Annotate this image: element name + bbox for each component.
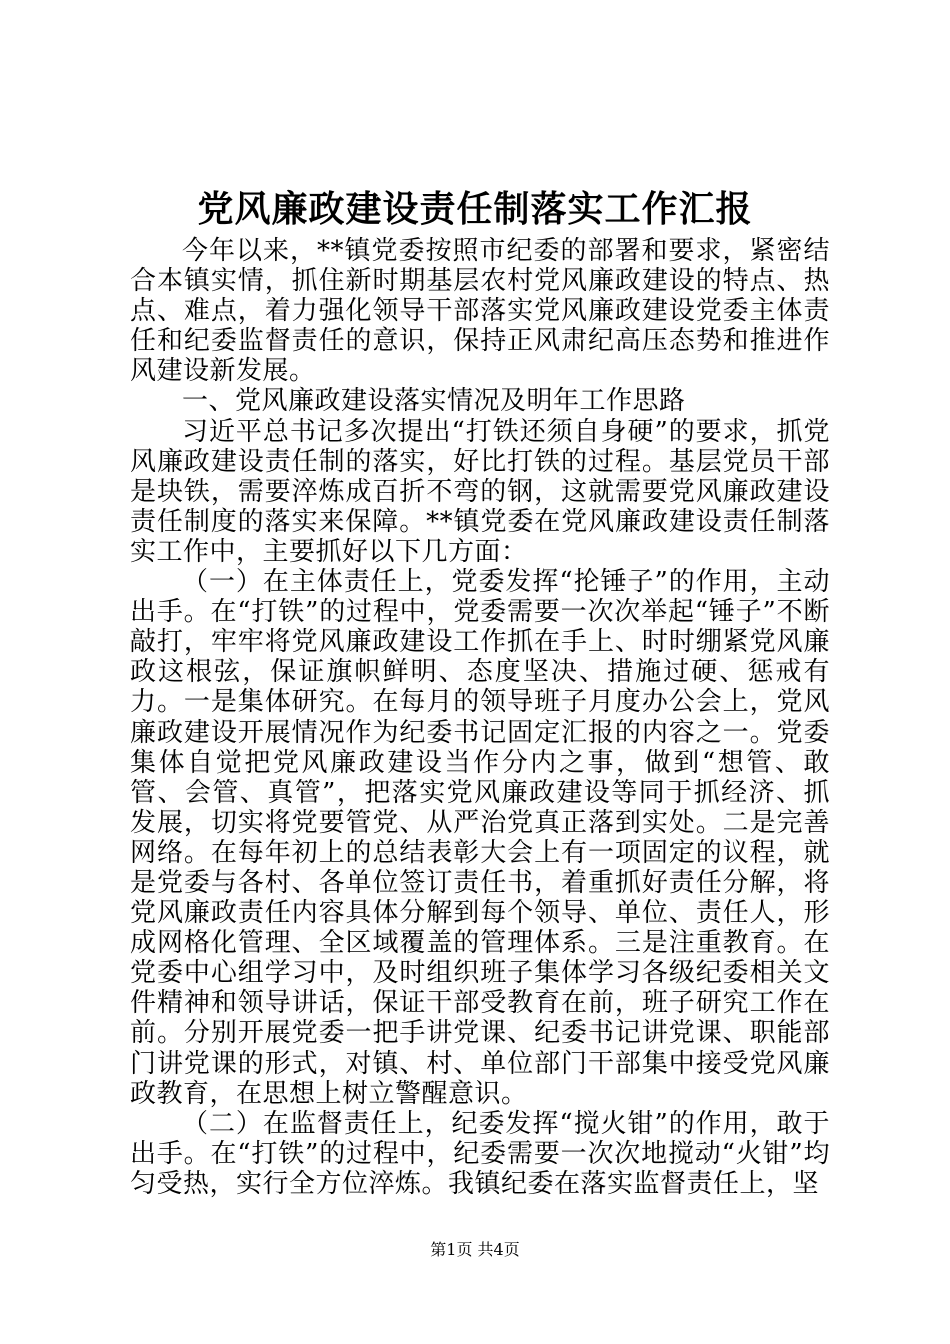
- page-footer: 第1页 共4页: [430, 1240, 520, 1259]
- section-heading: 一、党风廉政建设落实情况及明年工作思路: [182, 386, 686, 417]
- paragraph-background: 习近平总书记多次提出“打铁还须自身硬”的要求，抓党风廉政建设责任制的落实，好比打铁的过程。基层党员干部是块铁，需要淬炼成百折不弯的钢，这就需要党风廉政建设责任制度的落实来保障。**镇党委在党风廉政建设责任制落实工作中，主要抓好以下几方面：: [130, 416, 830, 567]
- paragraph-supervision-responsibility: （二）在监督责任上，纪委发挥“搅火钳”的作用，敢于出手。在“打铁”的过程中，纪委需要一次次地搅动“火钳”均匀受热，实行全方位淬炼。我镇纪委在落实监督责任上，坚: [130, 1108, 830, 1199]
- document-body: [130, 236, 830, 1199]
- paragraph-main-responsibility: （一）在主体责任上，党委发挥“抡锤子”的作用，主动出手。在“打铁”的过程中，党委需要一次次举起“锤子”不断敲打，牢牢将党风廉政建设工作抓在手上、时时绷紧党风廉政这根弦，保证旗帜鲜明、态度坚决、措施过硬、惩戒有力。一是集体研究。在每月的领导班子月度办公会上，党风廉政建设开展情况作为纪委书记固定汇报的内容之一。党委集体自觉把党风廉政建设当作分内之事，做到“想管、敢管、会管、真管”，把落实党风廉政建设等同于抓经济、抓发展，切实将党要管党、从严治党真正落到实处。二是完善网络。在每年初上的总结表彰大会上有一项固定的议程，就是党委与各村、各单位签订责任书，着重抓好责任分解，将党风廉政责任内容具体分解到每个领导、单位、责任人，形成网格化管理、全区域覆盖的管理体系。三是注重教育。在党委中心组学习中，及时组织班子集体学习各级纪委相关文件精神和领导讲话，保证干部受教育在前，班子研究工作在前。分别开展党委一把手讲党课、纪委书记讲党课、职能部门讲党课的形式，对镇、村、单位部门干部集中接受党风廉政教育，在思想上树立警醒意识。: [130, 567, 830, 1109]
- document-title: 党风廉政建设责任制落实工作汇报: [197, 188, 753, 230]
- paragraph-intro: 今年以来，**镇党委按照市纪委的部署和要求，紧密结合本镇实情，抓住新时期基层农村党风廉政建设的特点、热点、难点，着力强化领导干部落实党风廉政建设党委主体责任和纪委监督责任的意识，保持正风肃纪高压态势和推进作风建设新发展。: [130, 236, 830, 387]
